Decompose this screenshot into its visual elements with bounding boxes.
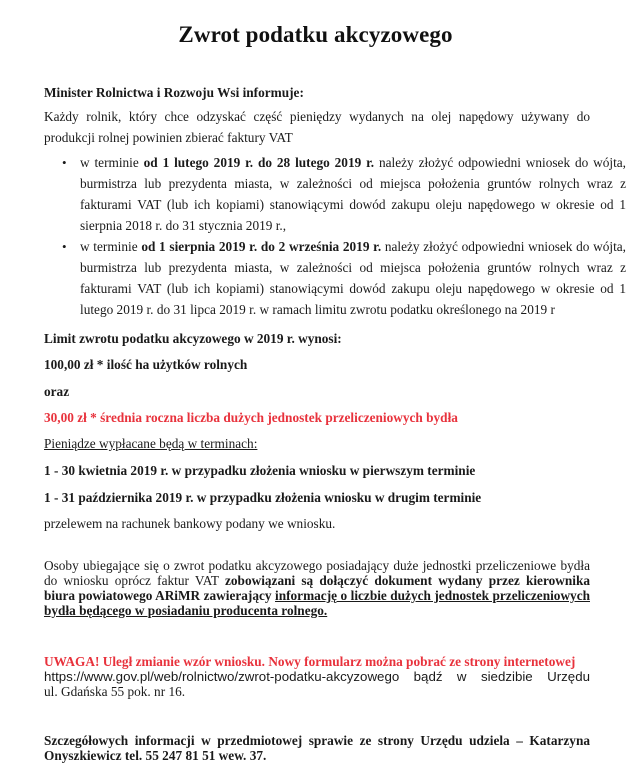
- url-word: w: [456, 669, 467, 684]
- bullet-text: należy złożyć odpowiedni wniosek do wójta, burmistrza lub prezydenta miasta, w zależności od miejsca położenia gruntów rolnych wraz z fakturami VAT (lub ich kopiami) stanowiącymi dowód zakupu oleju napędowego w okresie od 1 lutego 2019 r. do 31 lipca 2019 r. w ramach limitu zwrotu podatku określonego na 2019 r: [80, 239, 626, 317]
- form-change-warning: UWAGA! Uległ zmianie wzór wniosku. Nowy formularz można pobrać ze strony internetowej: [44, 654, 576, 669]
- bullet-prefix: w terminie: [80, 155, 144, 170]
- payment-term-second: 1 - 31 października 2019 r. w przypadku złożenia wniosku w drugim terminie: [44, 490, 482, 505]
- contact-info: Szczegółowych informacji w przedmiotowej sprawie ze strony Urzędu udziela – Katarzyna Onyszkiewicz tel. 55 247 81 51 wew. 37.: [44, 733, 590, 763]
- bullet-prefix: w terminie: [80, 239, 142, 254]
- payment-term-first: 1 - 30 kwietnia 2019 r. w przypadku złożenia wniosku w pierwszym terminie: [44, 463, 476, 478]
- cattle-document-info: informację o liczbie dużych jednostek przeliczeniowych bydła będącego w posiadaniu producenta rolnego.: [44, 588, 590, 618]
- payment-method: przelewem na rachunek bankowy podany we wniosku.: [44, 516, 336, 531]
- form-notice: [44, 654, 590, 699]
- office-address: ul. Gdańska 55 pok. nr 16.: [44, 684, 186, 699]
- page-title: Zwrot podatku akcyzowego: [178, 22, 453, 47]
- bullet-icon: •: [62, 239, 67, 254]
- intro-heading: Minister Rolnictwa i Rozwoju Wsi informuje:: [44, 85, 304, 100]
- form-url-line: [44, 669, 590, 684]
- limit-conjunction: oraz: [44, 384, 70, 399]
- cattle-requirement: [44, 558, 590, 618]
- form-url-link[interactable]: https://www.gov.pl/web/rolnictwo/zwrot-podatku-akcyzowego: [44, 669, 400, 684]
- url-word: siedzibie: [480, 669, 533, 684]
- list-item: [62, 236, 626, 320]
- deadline-list: [44, 152, 626, 320]
- bullet-icon: •: [62, 155, 67, 170]
- url-word: bądź: [413, 669, 443, 684]
- limit-heading: Limit zwrotu podatku akcyzowego w 2019 r. wynosi:: [44, 331, 342, 346]
- list-item: [62, 152, 627, 236]
- bullet-text: należy złożyć odpowiedni wniosek do wójta, burmistrza lub prezydenta miasta, w zależności od miejsca położenia gruntów rolnych wraz z fakturami VAT (lub ich kopiami) stanowiącymi dowód zakupu oleju napędowego w okresie od 1 sierpnia 2018 r. do 31 stycznia 2019 r.,: [80, 155, 627, 233]
- url-word: Urzędu: [547, 669, 590, 684]
- bullet-deadline: od 1 lutego 2019 r. do 28 lutego 2019 r.: [143, 155, 375, 170]
- intro-text: Każdy rolnik, który chce odzyskać część pieniędzy wydanych na olej napędowy używany do produkcji rolnej powinien zbierać faktury VAT: [44, 109, 590, 145]
- bullet-deadline: od 1 sierpnia 2019 r. do 2 września 2019 r.: [141, 239, 382, 254]
- limit-formula-hectares: 100,00 zł * ilość ha użytków rolnych: [44, 357, 248, 372]
- cattle-text: Osoby ubiegające się o zwrot podatku akcyzowego posiadający duże jednostki przeliczeniowe bydła do wniosku oprócz faktur VAT: [44, 558, 590, 588]
- payments-heading: Pieniądze wypłacane będą w terminach:: [44, 436, 258, 451]
- limit-formula-cattle: 30,00 zł * średnia roczna liczba dużych jednostek przeliczeniowych bydła: [44, 410, 458, 425]
- cattle-obligation: zobowiązani są dołączyć dokument wydany przez kierownika biura powiatowego ARiMR zawierający: [44, 573, 591, 603]
